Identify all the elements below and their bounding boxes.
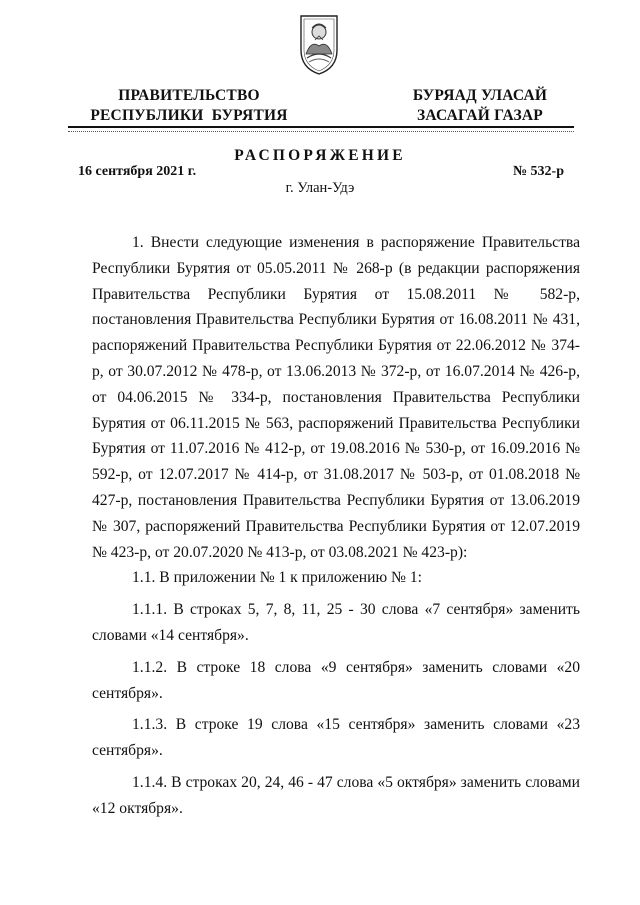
paragraph-1-1-2: 1.1.2. В строке 18 слова «9 сентября» заменить словами «20 сентября». — [92, 658, 580, 702]
paragraph-1-1-4: 1.1.4. В строках 20, 24, 46 - 47 слова «5 октября» заменить словами «12 октября». — [92, 773, 580, 817]
header-divider-thick — [68, 126, 574, 128]
document-city: г. Улан-Удэ — [285, 180, 355, 196]
paragraph-1-1-1: 1.1.1. В строках 5, 7, 8, 11, 25 - 30 слова «7 сентября» заменить словами «14 сентября». — [92, 601, 580, 644]
government-name-buryat-line1: БУРЯАД УЛАСАЙ — [412, 87, 548, 104]
document-body — [92, 230, 580, 822]
header-divider-thin — [68, 131, 574, 132]
document-type-title: РАСПОРЯЖЕНИЕ — [234, 147, 406, 164]
republic-emblem-icon — [297, 10, 341, 78]
document-date: 16 сентября 2021 г. — [78, 164, 197, 179]
paragraph-1-1-3: 1.1.3. В строке 19 слова «15 сентября» заменить словами «23 сентября». — [92, 716, 580, 760]
document-number: № 532-р — [512, 164, 564, 179]
government-name-line2: РЕСПУБЛИКИ БУРЯТИЯ — [90, 107, 288, 124]
government-name-buryat — [400, 86, 560, 126]
government-name-buryat-line2: ЗАСАГАЙ ГАЗАР — [417, 107, 543, 124]
government-name-line1: ПРАВИТЕЛЬСТВО — [118, 87, 260, 104]
paragraph-1-1: 1.1. В приложении № 1 к приложению № 1: — [132, 569, 422, 587]
government-name-russian — [84, 86, 294, 126]
paragraph-1: 1. Внести следующие изменения в распоряжение Правительства Республики Бурятия от 05.05.2011 № 268-р (в редакции распоряжения Правительства Республики Бурятия от 15.08.2011 № 582-р, постановления Правительства Республики Бурятия от 16.08.2011 № 431, распоряжений Правительства Республики Бурятия от 22.06.2012 № 374-р, от 30.07.2012 № 478-р, от 13.06.2013 № 372-р, от 16.07.2014 № 426-р, от 04.06.2015 № 334-р, постановления Правительства Республики Бурятия от 06.11.2015 № 563, распоряжений Правительства Республики Бурятия от 11.07.2016 № 412-р, от 19.08.2016 № 530-р, от 16.09.2016 № 592-р, от 12.07.2017 № 414-р, от 31.08.2017 № 503-р, от 01.08.2018 № 427-р, постановления Правительства Республики Бурятия от 13.06.2019 № 307, распоряжений Правительства Республики Бурятия от 12.07.2019 № 423-р, от 20.07.2020 № 413-р, от 03.08.2021 № 423-р): — [92, 234, 580, 561]
